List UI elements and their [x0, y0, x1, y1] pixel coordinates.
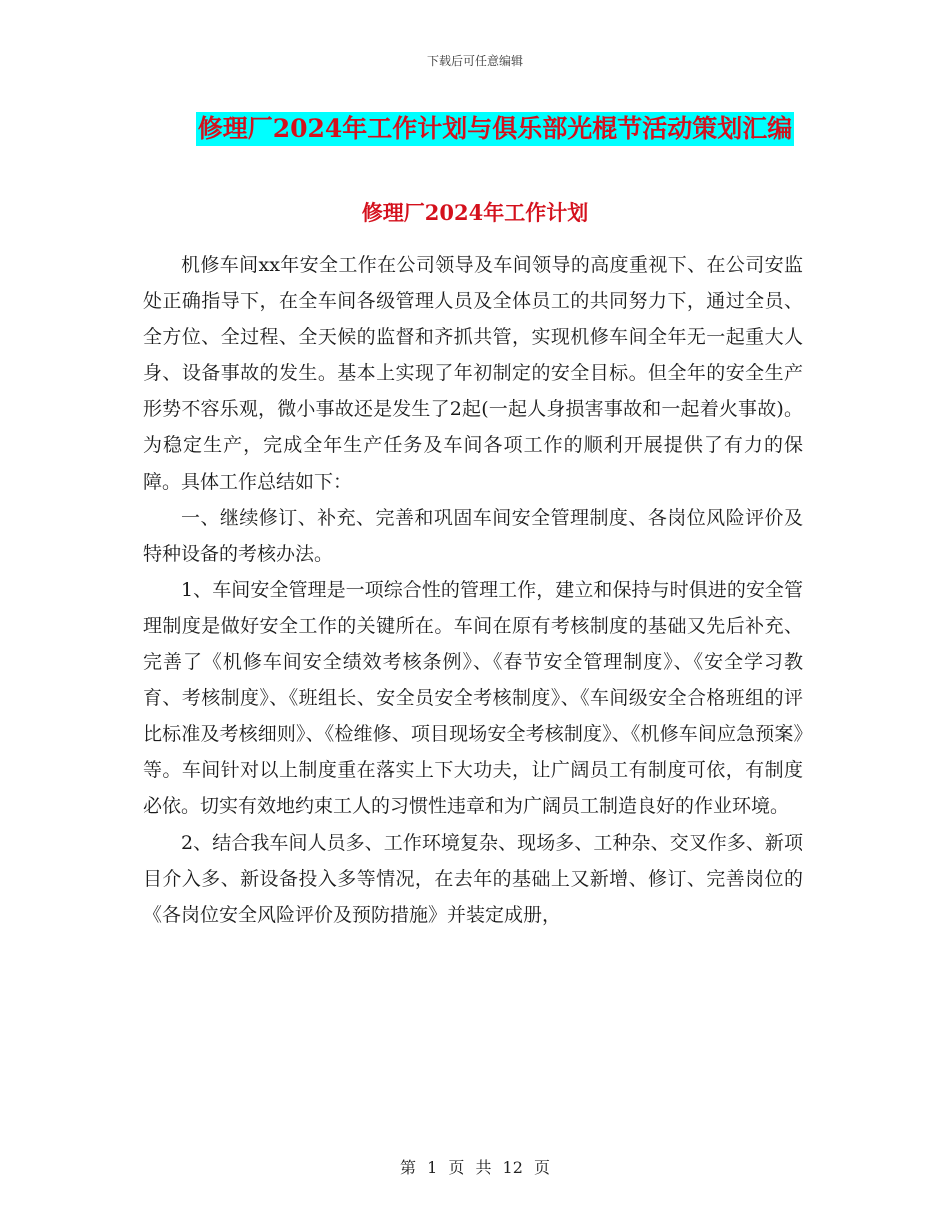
document-body	[143, 247, 803, 933]
document-title-container	[0, 112, 950, 146]
document-title: 修理厂2024年工作计划与俱乐部光棍节活动策划汇编	[196, 112, 795, 146]
paragraph: 机修车间xx年安全工作在公司领导及车间领导的高度重视下、在公司安监处正确指导下，在全车间各级管理人员及全体员工的共同努力下，通过全员、全方位、全过程、全天候的监督和齐抓共管，实现机修车间全年无一起重大人身、设备事故的发生。基本上实现了年初制定的安全目标。但全年的安全生产形势不容乐观，微小事故还是发生了2起(一起人身损害事故和一起着火事故)。为稳定生产，完成全年生产任务及车间各项工作的顺利开展提供了有力的保障。具体工作总结如下：	[143, 254, 803, 493]
page-number: 第 1 页 共 12 页	[400, 1158, 550, 1177]
section-title: 修理厂2024年工作计划	[361, 200, 589, 225]
page-header-note: 下载后可任意编辑	[426, 54, 523, 68]
paragraph: 一、继续修订、补充、完善和巩固车间安全管理制度、各岗位风险评价及特种设备的考核办法。	[143, 506, 803, 565]
paragraph: 2、结合我车间人员多、工作环境复杂、现场多、工种杂、交叉作多、新项目介入多、新设备投入多等情况，在去年的基础上又新增、修订、完善岗位的《各岗位安全风险评价及预防措施》并装定成册，	[143, 831, 803, 926]
paragraph: 1、车间安全管理是一项综合性的管理工作，建立和保持与时俱进的安全管理制度是做好安全工作的关键所在。车间在原有考核制度的基础又先后补充、完善了《机修车间安全绩效考核条例》、《春节安全管理制度》、《安全学习教育、考核制度》、《班组长、安全员安全考核制度》、《车间级安全合格班组的评比标准及考核细则》、《检维修、项目现场安全考核制度》、《机修车间应急预案》等。车间针对以上制度重在落实上下大功夫，让广阔员工有制度可依，有制度必依。切实有效地约束工人的习惯性违章和为广阔员工制造良好的作业环境。	[143, 578, 803, 818]
